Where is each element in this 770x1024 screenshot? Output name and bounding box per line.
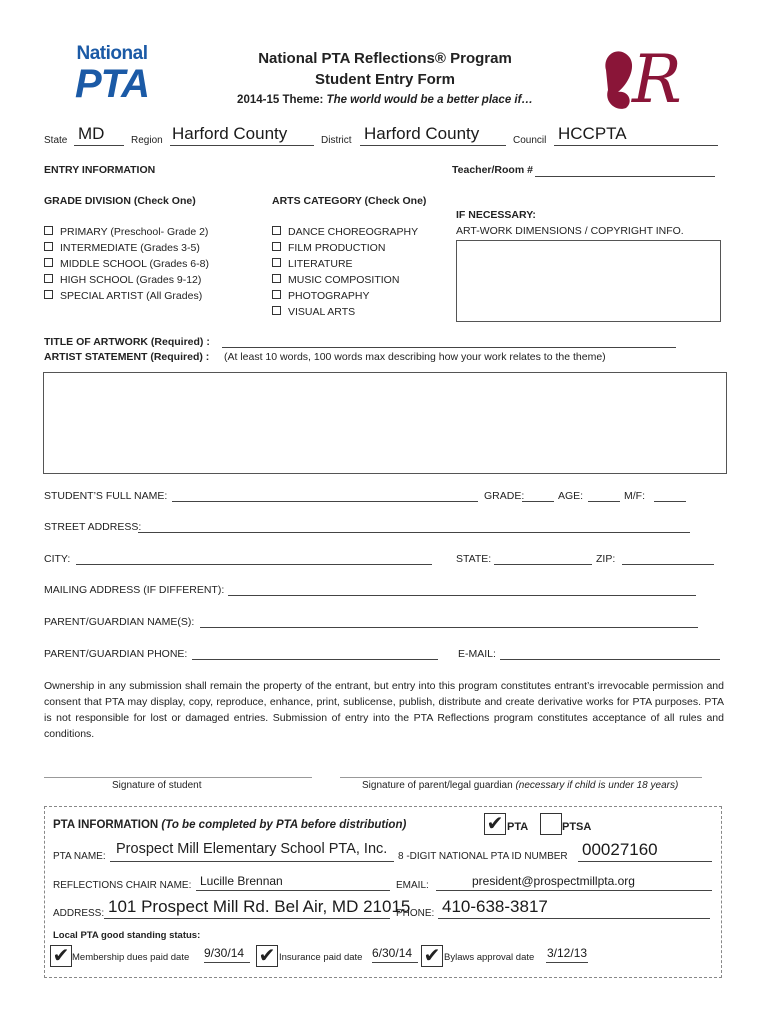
teacher-room-label: Teacher/Room #: [452, 164, 533, 176]
theme-value: The world would be a better place if…: [326, 94, 533, 106]
ptsa-option-label: PTSA: [562, 821, 592, 833]
page-title: National PTA Reflections® Program: [258, 50, 512, 67]
checkbox[interactable]: [44, 242, 53, 251]
checkbox[interactable]: [272, 290, 281, 299]
mailing-label: MAILING ADDRESS (IF DIFFERENT):: [44, 584, 225, 596]
dimensions-label: ART-WORK DIMENSIONS / COPYRIGHT INFO.: [456, 225, 684, 237]
arts-option[interactable]: MUSIC COMPOSITION: [272, 272, 418, 288]
pta-phone-value[interactable]: 410-638-3817: [442, 897, 548, 916]
reflections-r-icon: [598, 40, 680, 112]
arts-option[interactable]: LITERATURE: [272, 256, 418, 272]
region-value[interactable]: Harford County: [172, 124, 288, 143]
student-name-label: STUDENT’S FULL NAME:: [44, 490, 168, 502]
dues-checkbox[interactable]: [50, 945, 72, 967]
bylaws-label: Bylaws approval date: [444, 952, 535, 963]
arts-option[interactable]: FILM PRODUCTION: [272, 240, 418, 256]
grade-option[interactable]: PRIMARY (Preschool- Grade 2): [44, 224, 209, 240]
grade-option[interactable]: MIDDLE SCHOOL (Grades 6-8): [44, 256, 209, 272]
age-label: AGE:: [558, 490, 584, 502]
pta-address-label: ADDRESS:: [53, 908, 105, 919]
good-standing-label: Local PTA good standing status:: [53, 930, 201, 941]
artist-statement-label: ARTIST STATEMENT (Required) :: [44, 351, 210, 363]
insurance-value[interactable]: 6/30/14: [372, 946, 413, 960]
pta-address-value[interactable]: 101 Prospect Mill Rd. Bel Air, MD 21015: [108, 897, 411, 916]
district-value[interactable]: Harford County: [364, 124, 480, 143]
parent-signature-label: Signature of parent/legal guardian (necessary if child is under 18 years): [362, 780, 679, 791]
check-icon: ✔: [486, 813, 504, 835]
if-necessary-label: IF NECESSARY:: [456, 209, 536, 221]
checkbox[interactable]: [272, 226, 281, 235]
grade-option[interactable]: INTERMEDIATE (Grades 3-5): [44, 240, 209, 256]
checkbox[interactable]: [44, 290, 53, 299]
theme-label: 2014-15 Theme:: [237, 94, 324, 106]
pta-name-label: PTA NAME:: [53, 851, 106, 862]
grade-option[interactable]: SPECIAL ARTIST (All Grades): [44, 288, 209, 304]
parent-names-label: PARENT/GUARDIAN NAME(S):: [44, 616, 195, 628]
dues-value[interactable]: 9/30/14: [204, 946, 245, 960]
dimensions-box[interactable]: [456, 240, 721, 322]
city-label: CITY:: [44, 553, 71, 565]
arts-option[interactable]: PHOTOGRAPHY: [272, 288, 418, 304]
bylaws-checkbox[interactable]: [421, 945, 443, 967]
grade-label: GRADE:: [484, 490, 525, 502]
pta-option-label: PTA: [507, 821, 529, 833]
student-signature-label: Signature of student: [112, 780, 202, 791]
mf-label: M/F:: [624, 490, 645, 502]
bylaws-value[interactable]: 3/12/13: [547, 946, 588, 960]
email-label: E-MAIL:: [458, 648, 496, 660]
artist-statement-box[interactable]: [43, 372, 727, 474]
checkbox[interactable]: [44, 258, 53, 267]
state-field-label: STATE:: [456, 553, 492, 565]
state-label: State: [44, 135, 68, 146]
dues-label: Membership dues paid date: [72, 952, 190, 963]
council-value[interactable]: HCCPTA: [558, 124, 627, 143]
page-subtitle: Student Entry Form: [314, 71, 455, 88]
ownership-text: Ownership in any submission shall remain the property of the entrant, but entry into this program constitutes entrant’s irrevocable permission and consent that PTA may display, copy, reproduce, enhance, print, sublicense, publish, distribute and create derivative works for PTA purposes. PTA is not responsible for lost or damaged entries. Submission of entry into the PTA Reflections program constitutes acceptance of all rules and conditions.: [44, 680, 724, 740]
reflections-logo: [598, 40, 680, 112]
entry-info-heading: ENTRY INFORMATION: [44, 164, 156, 176]
checkbox[interactable]: [272, 258, 281, 267]
ptsa-checkbox[interactable]: [540, 813, 562, 835]
checkbox[interactable]: [272, 274, 281, 283]
pta-phone-label: PHONE:: [396, 908, 435, 919]
zip-label: ZIP:: [596, 553, 616, 565]
council-label: Council: [513, 135, 547, 146]
artist-statement-hint: (At least 10 words, 100 words max describing how your work relates to the theme): [224, 351, 606, 363]
grade-division-heading: GRADE DIVISION (Check One): [44, 195, 196, 207]
grade-division-list: [44, 224, 209, 304]
checkbox[interactable]: [272, 242, 281, 251]
logo-pta-text: PTA: [74, 62, 150, 106]
check-icon: ✔: [423, 945, 441, 967]
checkbox[interactable]: [44, 274, 53, 283]
check-icon: ✔: [258, 945, 276, 967]
checkbox[interactable]: [44, 226, 53, 235]
pta-name-value[interactable]: Prospect Mill Elementary School PTA, Inc.: [116, 841, 388, 857]
pta-id-value[interactable]: 00027160: [582, 840, 658, 859]
arts-category-list: [272, 224, 418, 320]
arts-category-heading: ARTS CATEGORY (Check One): [272, 195, 427, 207]
check-icon: ✔: [52, 945, 70, 967]
pta-id-label: 8 -DIGIT NATIONAL PTA ID NUMBER: [398, 851, 568, 862]
grade-option[interactable]: HIGH SCHOOL (Grades 9-12): [44, 272, 209, 288]
logo-national-text: National: [76, 43, 148, 64]
arts-option[interactable]: DANCE CHOREOGRAPHY: [272, 224, 418, 240]
arts-option[interactable]: VISUAL ARTS: [272, 304, 418, 320]
checkbox[interactable]: [272, 306, 281, 315]
svg-text:R: R: [632, 41, 680, 112]
parent-phone-label: PARENT/GUARDIAN PHONE:: [44, 648, 188, 660]
artwork-title-label: TITLE OF ARTWORK (Required) :: [44, 336, 210, 348]
state-value[interactable]: MD: [78, 124, 105, 143]
district-label: District: [321, 135, 352, 146]
insurance-label: Insurance paid date: [279, 952, 363, 963]
pta-checkbox[interactable]: [484, 813, 506, 835]
region-label: Region: [131, 135, 163, 146]
street-label: STREET ADDRESS:: [44, 521, 142, 533]
chair-name-label: REFLECTIONS CHAIR NAME:: [53, 880, 192, 891]
insurance-checkbox[interactable]: [256, 945, 278, 967]
pta-info-heading: PTA INFORMATION (To be completed by PTA before distribution): [53, 819, 407, 831]
chair-name-value[interactable]: Lucille Brennan: [200, 874, 283, 888]
pta-email-value[interactable]: president@prospectmillpta.org: [472, 874, 635, 888]
pta-email-label: EMAIL:: [396, 880, 429, 891]
